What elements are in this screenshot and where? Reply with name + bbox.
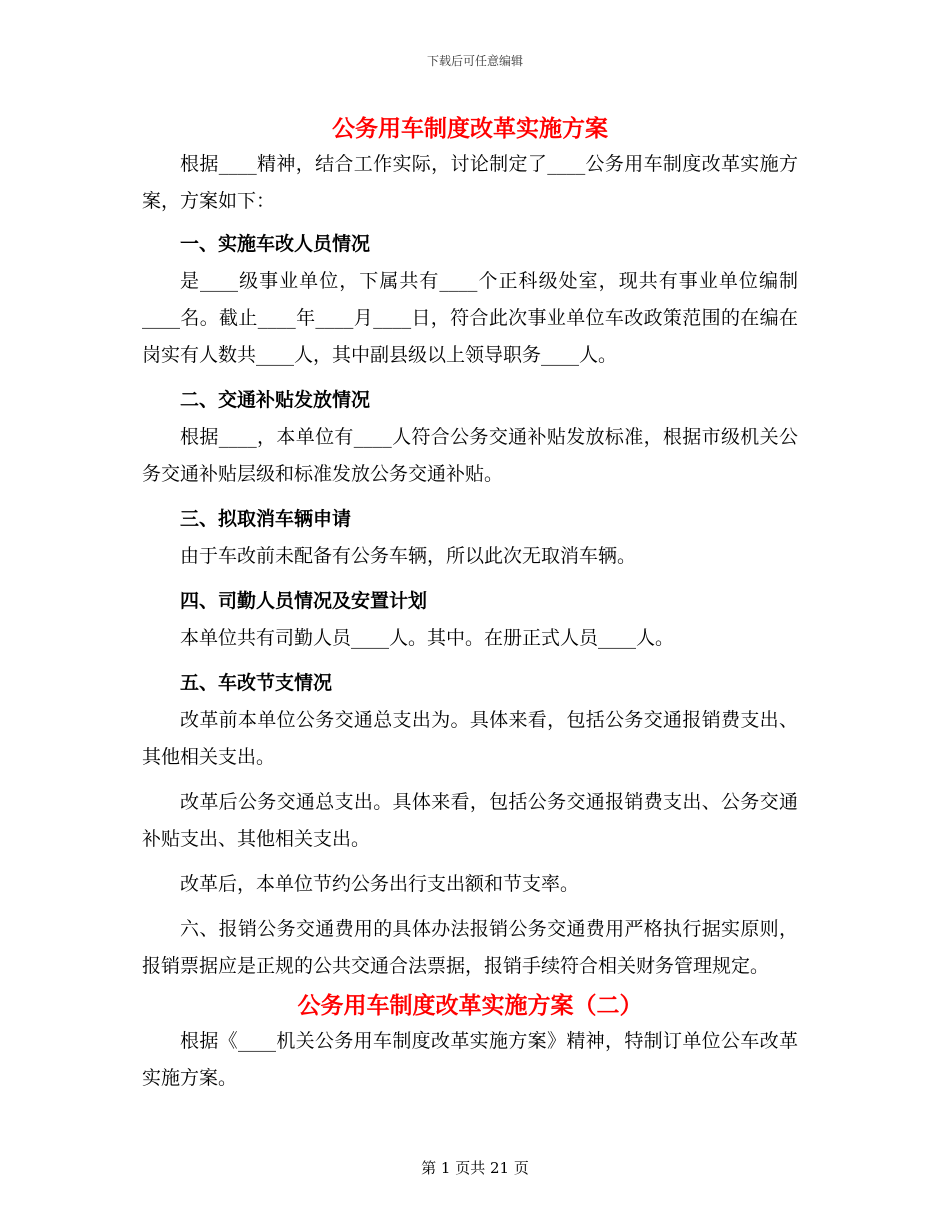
section-5-heading: 五、车改节支情况 [180,672,333,694]
intro-paragraph: 根据____精神，结合工作实际，讨论制定了____公务用车制度改革实施方案，方案如下： [142,153,798,212]
section-3-paragraph: 由于车改前未配备有公务车辆，所以此次无取消车辆。 [180,545,637,567]
document-title: 公务用车制度改革实施方案 [332,115,608,142]
section-2-paragraph: 根据____，本单位有____人符合公务交通补贴发放标准，根据市级机关公务交通补贴层级和标准发放公务交通补贴。 [142,426,798,485]
section-5-paragraph-3: 改革后，本单位节约公务出行支出额和节支率。 [180,873,580,895]
section-4-paragraph: 本单位共有司勤人员____人。其中。在册正式人员____人。 [180,627,675,649]
page-header: 下载后可任意编辑 [426,54,523,68]
section-5-paragraph-1: 改革前本单位公务交通总支出为。具体来看，包括公务交通报销费支出、其他相关支出。 [142,709,798,768]
section-6-paragraph: 六、报销公务交通费用的具体办法报销公务交通费用严格执行据实原则，报销票据应是正规的公共交通合法票据，报销手续符合相关财务管理规定。 [142,918,798,977]
section-5-paragraph-2: 改革后公务交通总支出。具体来看，包括公务交通报销费支出、公务交通补贴支出、其他相关支出。 [142,791,798,850]
document-title-2: 公务用车制度改革实施方案（二） [297,992,643,1019]
section-1-heading: 一、实施车改人员情况 [180,233,371,255]
section-1-paragraph: 是____级事业单位，下属共有____个正科级处室，现共有事业单位编制____名。截止____年____月____日，符合此次事业单位车改政策范围的在编在岗实有人数共____人，其中副县级以上领导职务____人。 [142,270,798,366]
page-footer: 第 1 页共 21 页 [421,1159,529,1177]
section-2-heading: 二、交通补贴发放情况 [180,389,371,411]
intro-paragraph-2: 根据《____机关公务用车制度改革实施方案》精神，特制订单位公车改革实施方案。 [142,1030,798,1089]
section-4-heading: 四、司勤人员情况及安置计划 [180,590,428,612]
document-body [142,112,798,1097]
section-3-heading: 三、拟取消车辆申请 [180,508,352,530]
